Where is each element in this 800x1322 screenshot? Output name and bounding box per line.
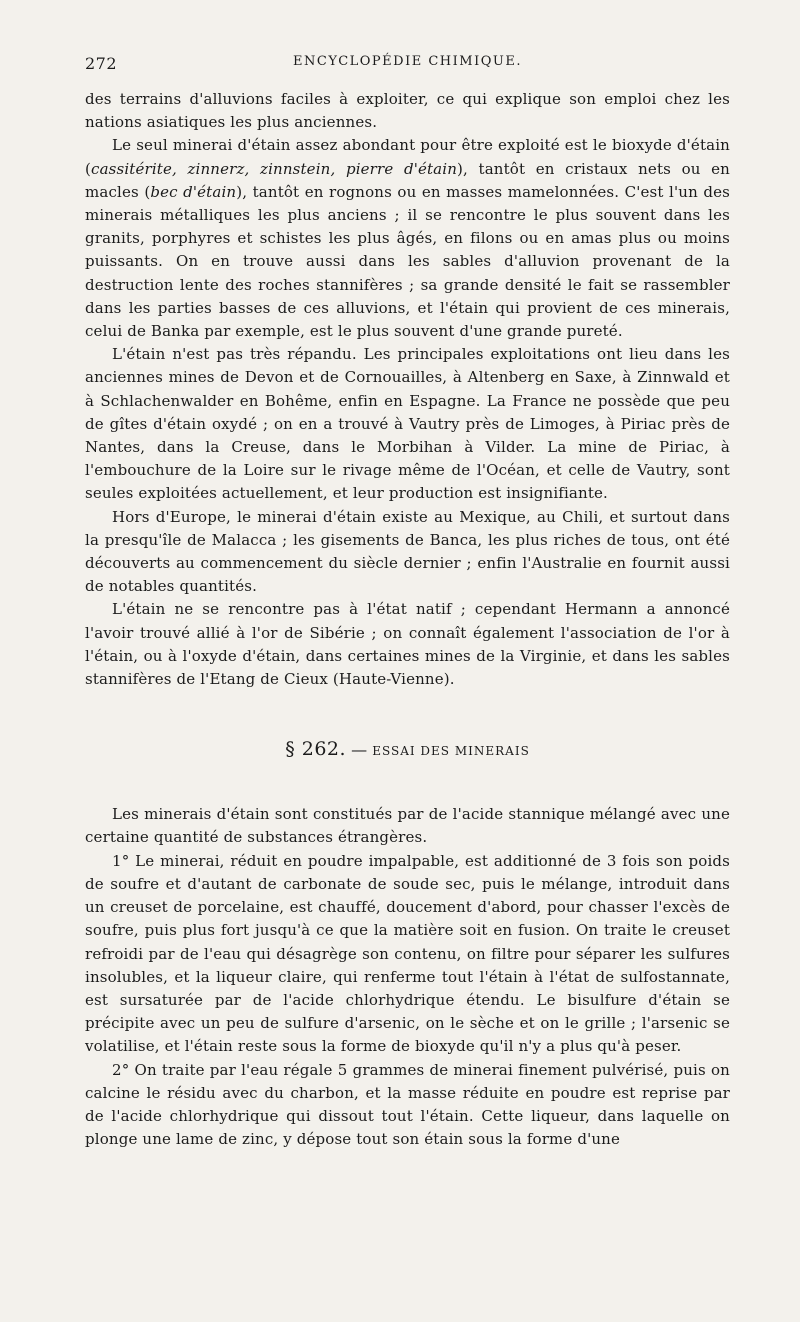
paragraph-text: Le seul minerai d'étain assez abondant pour être exploité est le bioxyde d'étain ( — [85, 136, 730, 178]
paragraph-methode-1: 1° Le minerai, réduit en poudre impalpable, est additionné de 3 fois son poids de soufre et d'autant de carbonate de soude sec, puis le mélange, introduit dans un creuset de porcelaine, est chauffé, doucement d'abord, pour chasser l'excès de soufre, puis plus fort jusqu'à ce que la matière soit en fusion. On traite le creuset refroidi par de l'eau qui désagrège son contenu, on filtre pour séparer les sulfures insolubles, et la liqueur claire, qui renferme tout l'étain à l'état de sulfostannate, est sursaturée par de l'acide chlorhydrique étendu. Le bisulfure d'étain se précipite avec un peu de sulfure d'arsenic, on le sèche et on le grille ; l'arsenic se volatilise, et l'étain reste sous la forme de bioxyde qu'il n'y a plus qu'à peser. — [85, 851, 730, 1056]
page-body — [85, 88, 730, 1151]
page-header — [85, 54, 730, 80]
section-dash: — — [346, 740, 373, 760]
italic-mineral-names: cassitérite, zinnerz, zinnstein, pierre d'étain — [91, 159, 458, 178]
italic-bec-etain: bec d'étain — [150, 182, 237, 201]
paragraph-bioxyde — [85, 134, 730, 343]
section-heading — [85, 738, 730, 760]
section-title: ESSAI DES MINERAIS — [372, 744, 530, 759]
section-number: § 262. — [285, 738, 347, 761]
paragraph-constitution: Les minerais d'étain sont constitués par de l'acide stannique mélangé avec une certaine quantité de substances étrangères. — [85, 805, 730, 847]
paragraph-repartition: L'étain n'est pas très répandu. Les principales exploitations ont lieu dans les anciennes mines de Devon et de Cornouailles, à Altenberg en Saxe, à Zinnwald et à Schlachenwalder en Bohême, enfin en Espagne. La France ne possède que peu de gîtes d'étain oxydé ; on en a trouvé à Vautry près de Limoges, à Piriac près de Nantes, dans la Creuse, dans le Morbihan à Vilder. La mine de Piriac, à l'embouchure de la Loire sur le rivage même de l'Océan, et celle de Vautry, sont seules exploitées actuellement, et leur production est insignifiante. — [85, 345, 730, 503]
page-number: 272 — [85, 54, 118, 73]
paragraph-text: ), tantôt en cristaux nets ou en macles ( — [85, 159, 730, 201]
paragraph-hors-europe: Hors d'Europe, le minerai d'étain existe au Mexique, au Chili, et surtout dans la presqu'île de Malacca ; les gisements de Banca, les plus riches de tous, ont été découverts au commencement du siècle dernier ; enfin l'Australie en fournit aussi de notables quantités. — [85, 507, 730, 596]
paragraph-etat-natif: L'étain ne se rencontre pas à l'état natif ; cependant Hermann a annoncé l'avoir trouvé allié à l'or de Sibérie ; on connaît également l'association de l'or à l'étain, ou à l'oxyde d'étain, dans certaines mines de la Virginie, et dans les sables stannifères de l'Etang de Cieux (Haute-Vienne). — [85, 600, 730, 689]
paragraph-text: ), tantôt en rognons ou en masses mamelonnées. C'est l'un des minerais métalliques les plus anciens ; il se rencontre le plus souvent dans les granits, porphyres et schistes les plus âgés, en filons ou en amas plus ou moins puissants. On en trouve aussi dans les sables d'alluvion provenant de la destruction lente des roches stannifères ; sa grande densité le fait se rassembler dans les parties basses de ces alluvions, et l'étain qui provient de ces minerais, celui de Banka par exemple, est le plus souvent d'une grande pureté. — [85, 182, 730, 341]
running-head: ENCYCLOPÉDIE CHIMIQUE. — [293, 54, 522, 69]
paragraph-alluvions: des terrains d'alluvions faciles à exploiter, ce qui explique son emploi chez les nations asiatiques les plus anciennes. — [85, 90, 730, 132]
paragraph-methode-2: 2° On traite par l'eau régale 5 grammes de minerai finement pulvérisé, puis on calcine le résidu avec du charbon, et la masse réduite en poudre est reprise par de l'acide chlorhydrique qui dissout tout l'étain. Cette liqueur, dans laquelle on plonge une lame de zinc, y dépose tout son étain sous la forme d'une — [85, 1060, 730, 1149]
